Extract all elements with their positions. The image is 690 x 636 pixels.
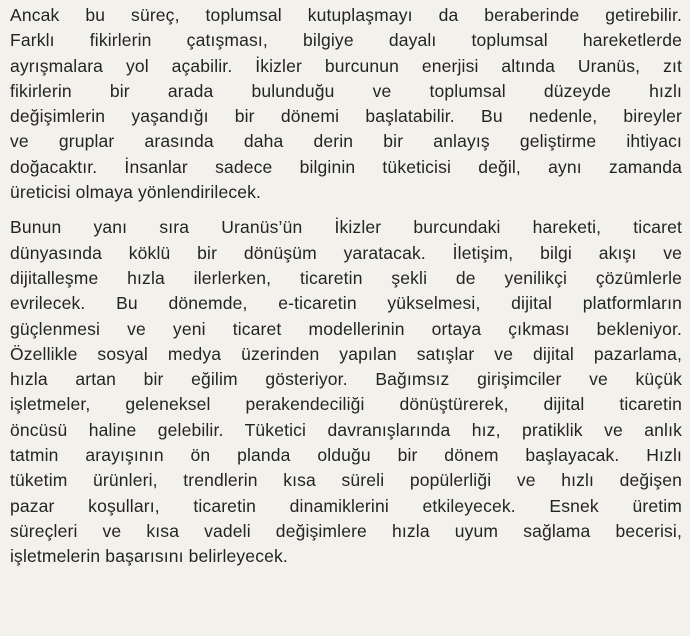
text-line: işletmelerin başarısını belirleyecek. [10,546,288,567]
text-line: hızla artan bir eğilim gösteriyor. Bağımsız girişimciler ve küçük [10,369,682,390]
text-line: süreçleri ve kısa vadeli değişimlere hızla uyum sağlama becerisi, [10,520,682,541]
text-line: Bunun yanı sıra Uranüs’ün İkizler burcundaki hareketi, ticaret [10,217,682,238]
text-line: dünyasında köklü bir dönüşüm yaratacak. İletişim, bilgi akışı ve [10,242,682,263]
paragraph [10,3,682,205]
text-line: Özellikle sosyal medya üzerinden yapılan satışlar ve dijital pazarlama, [10,343,682,364]
text-line: güçlenmesi ve yeni ticaret modellerinin ortaya çıkması bekleniyor. [10,318,682,339]
paragraph [10,215,682,569]
text-line: öncüsü haline gelebilir. Tüketici davranışlarında hız, pratiklik ve anlık [10,419,682,440]
text-line: işletmeler, geleneksel perakendeciliği dönüştürerek, dijital ticaretin [10,394,682,415]
text-line: Farklı fikirlerin çatışması, bilgiye dayalı toplumsal hareketlerde [10,30,682,51]
text-line: evrilecek. Bu dönemde, e-ticaretin yükselmesi, dijital platformların [10,293,682,314]
text-line: fikirlerin bir arada bulunduğu ve toplumsal düzeyde hızlı [10,80,682,101]
text-line: üreticisi olmaya yönlendirilecek. [10,182,262,203]
text-line: tatmin arayışının ön planda olduğu bir dönem başlayacak. Hızlı [10,445,682,466]
text-line: ayrışmalara yol açabilir. İkizler burcunun enerjisi altında Uranüs, zıt [10,55,682,76]
text-line: doğacaktır. İnsanlar sadece bilginin tüketicisi değil, aynı zamanda [10,156,682,177]
text-line: değişimlerin yaşandığı bir dönemi başlatabilir. Bu nedenle, bireyler [10,106,682,127]
text-line: dijitalleşme hızla ilerlerken, ticaretin şekli de yenilikçi çözümlerle [10,267,682,288]
text-line: ve gruplar arasında daha derin bir anlayış geliştirme ihtiyacı [10,131,682,152]
text-line: Ancak bu süreç, toplumsal kutuplaşmayı da beraberinde getirebilir. [10,5,682,25]
text-line: tüketim ürünleri, trendlerin kısa süreli popülerliği ve hızlı değişen [10,470,682,491]
text-line: pazar koşulları, ticaretin dinamiklerini etkileyecek. Esnek üretim [10,495,682,516]
